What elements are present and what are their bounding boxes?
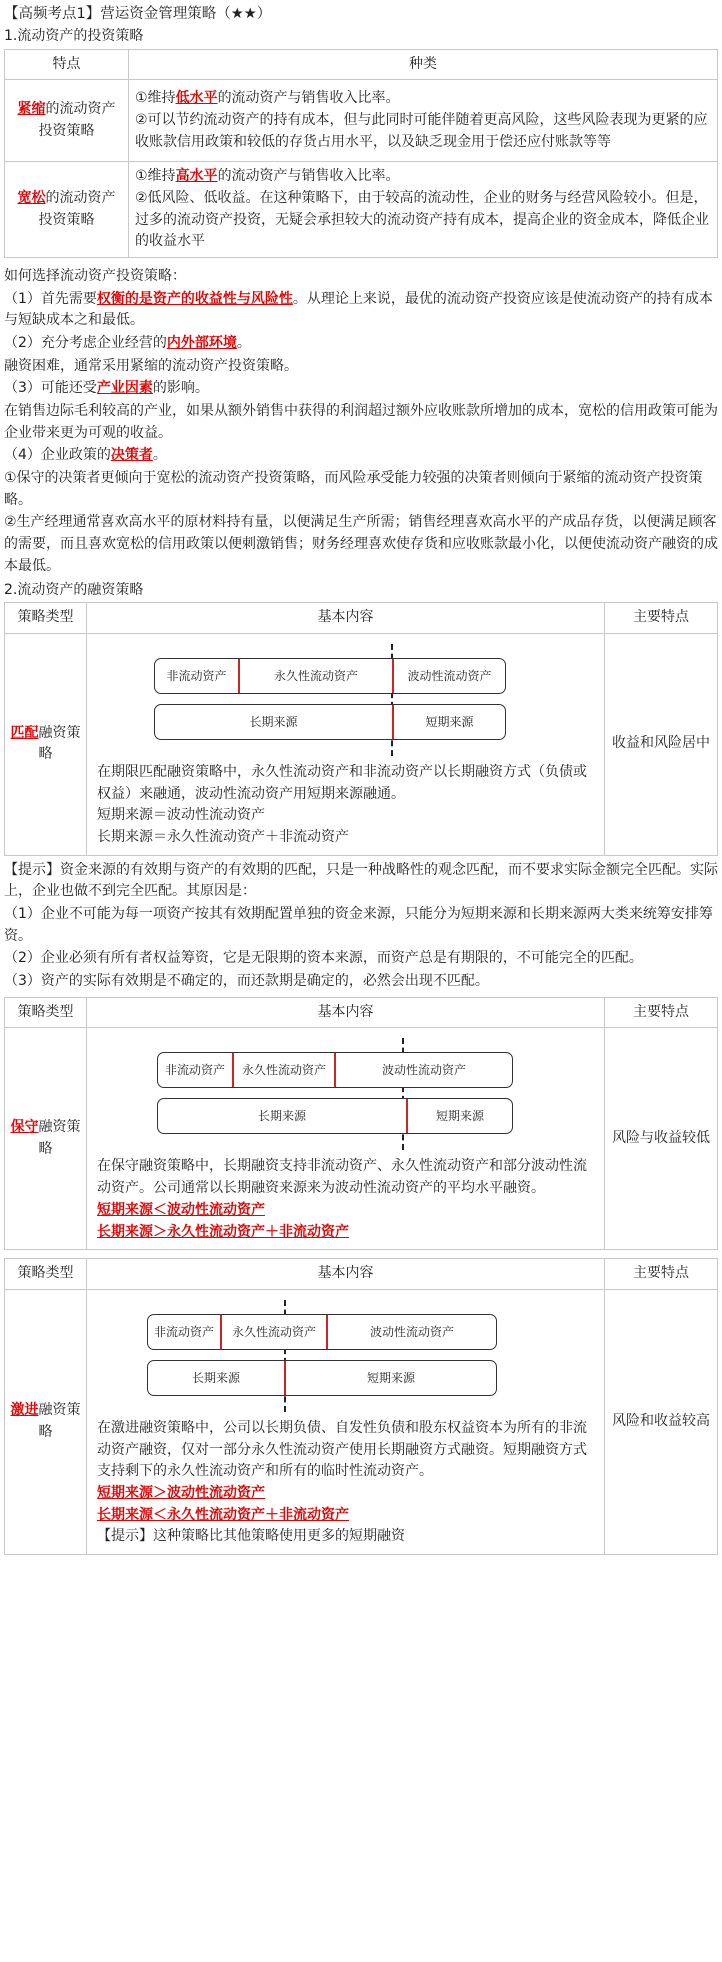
formula-long: 长期来源＝永久性流动资产＋非流动资产	[97, 828, 349, 845]
header-feature: 特点	[5, 50, 129, 80]
tip-item-1: （1）企业不可能为每一项资产按其有效期配置单独的资金来源，只能分为短期来源和长期来源两大类来统筹安排筹资。	[4, 906, 713, 944]
formula-short: 短期来源＜波动性流动资产	[97, 1201, 265, 1218]
header-main-feature: 主要特点	[605, 997, 718, 1028]
feature-cell: 收益和风险居中	[605, 633, 718, 855]
header-main-feature: 主要特点	[605, 603, 718, 634]
seg-permanent: 永久性流动资产	[238, 659, 392, 693]
strategy-content-cell	[129, 162, 718, 258]
strategy-content-cell	[129, 80, 718, 162]
formula-short: 短期来源＞波动性流动资产	[97, 1484, 265, 1501]
seg-long-term: 长期来源	[257, 1109, 306, 1124]
source-bar	[147, 1360, 497, 1396]
match-diagram	[97, 644, 594, 756]
strategy-name-cell: 保守融资策略	[5, 1028, 87, 1250]
seg-short-term: 短期来源	[284, 1361, 496, 1395]
source-bar	[157, 1098, 513, 1134]
choose-item-2-text: 融资困难，通常采用紧缩的流动资产投资策略。	[4, 357, 298, 374]
choose-item-2: （2）充分考虑企业经营的内外部环境。	[4, 334, 251, 351]
formula-long: 长期来源＜永久性流动资产＋非流动资产	[97, 1506, 349, 1523]
strategy-desc: 在激进融资策略中，公司以长期负债、自发性负债和股东权益资本为所有的非流动资产融资，仅对一部分永久性流动资产使用长期融资方式融资。短期融资方式支持剩下的永久性流动资产和所有的临时性流动资产。	[97, 1419, 587, 1480]
seg-noncurrent: 非流动资产	[166, 668, 227, 683]
section2-heading: 2.流动资产的融资策略	[4, 581, 144, 598]
header-basic-content: 基本内容	[87, 997, 605, 1028]
financing-aggressive-table	[4, 1258, 718, 1555]
table-row	[5, 1289, 718, 1554]
seg-noncurrent: 非流动资产	[153, 1324, 214, 1339]
strategy-name-rest: 的流动资产投资策略	[38, 189, 116, 228]
seg-short-term: 短期来源	[392, 705, 505, 739]
text-paragraph: ②低风险、低收益。在这种策略下，由于较高的流动性，企业的财务与经营风险较小。但是，过多的流动资产投资，无疑会承担较大的流动资产持有成本，提高企业的资金成本，降低企业的收益水平	[135, 189, 709, 250]
choose-section	[4, 266, 718, 578]
seg-noncurrent: 非流动资产	[164, 1063, 225, 1078]
choose-item-4: （4）企业政策的决策者。	[4, 447, 167, 464]
table-row	[5, 633, 718, 855]
strategy-desc: 在期限匹配融资策略中，永久性流动资产和非流动资产以长期融资方式（负债或权益）来融通，波动性流动资产用短期来源融通。	[97, 763, 587, 802]
conservative-diagram	[97, 1038, 594, 1150]
text-part: 的流动资产与销售收入比率。	[217, 168, 400, 185]
strategy-note: 【提示】这种策略比其他策略使用更多的短期融资	[97, 1528, 405, 1545]
table-row	[5, 162, 718, 258]
choose-item-4-text2: ②生产经理通常喜欢高水平的原材料持有量，以便满足生产所需；销售经理喜欢高水平的产成品存货，以便满足顾客的需要，而且喜欢宽松的信用政策以便刺激销售；财务经理喜欢使存货和应收账款最小化，以便使流动资产融资的成本最低。	[4, 514, 718, 574]
choose-item-4-text1: ①保守的决策者更倾向于宽松的流动资产投资策略，而风险承受能力较强的决策者则倾向于紧缩的流动资产投资策略。	[4, 470, 703, 508]
page-title: 【高频考点1】营运资金管理策略（★★）	[4, 6, 272, 22]
seg-short-term: 短期来源	[406, 1099, 512, 1133]
seg-permanent: 永久性流动资产	[220, 1315, 326, 1349]
strategy-name-cell: 激进融资策略	[5, 1289, 87, 1554]
text-part: 的流动资产与销售收入比率。	[217, 90, 400, 107]
text-part: ①维持	[135, 90, 176, 107]
strategy-content-cell	[87, 633, 605, 855]
header-type: 种类	[129, 50, 718, 80]
asset-bar	[154, 658, 506, 694]
choose-item-3-text: 在销售边际毛利较高的产业，如果从额外销售中获得的利润超过额外应收账款所增加的成本，宽松的信用政策可能为企业带来更为可观的收益。	[4, 403, 718, 441]
tip-section	[4, 860, 718, 993]
header-strategy-type: 策略类型	[5, 603, 87, 634]
text-highlight: 高水平	[175, 168, 218, 185]
tip-item-3: （3）资产的实际有效期是不确定的，而还款期是确定的，必然会出现不匹配。	[4, 973, 489, 990]
financing-match-table	[4, 602, 718, 855]
choose-item-1: （1）首先需要权衡的是资产的收益性与风险性。从理论上来说，最优的流动资产投资应该是使流动资产的持有成本与短缺成本之和最低。	[4, 290, 713, 329]
table-row	[5, 1028, 718, 1250]
strategy-name-cell	[5, 162, 129, 258]
feature-cell: 风险和收益较高	[605, 1289, 718, 1554]
text-paragraph: ②可以节约流动资产的持有成本，但与此同时可能伴随着更高风险，这些风险表现为更紧的应收账款信用政策和较低的存货占用水平，以及缺乏现金用于偿还应付账款等等	[135, 111, 708, 150]
seg-fluctuating: 波动性流动资产	[326, 1315, 496, 1349]
table-header-row	[5, 997, 718, 1028]
header-strategy-type: 策略类型	[5, 997, 87, 1028]
seg-permanent: 永久性流动资产	[232, 1053, 334, 1087]
header-basic-content: 基本内容	[87, 603, 605, 634]
strategy-content-cell	[87, 1289, 605, 1554]
seg-fluctuating: 波动性流动资产	[392, 659, 505, 693]
strategy-name-highlight: 紧缩	[17, 100, 46, 117]
table-header-row	[5, 1259, 718, 1290]
formula-short: 短期来源＝波动性流动资产	[97, 807, 265, 824]
seg-long-term: 长期来源	[191, 1370, 240, 1385]
text-highlight: 低水平	[175, 90, 218, 107]
text-part: ①维持	[135, 168, 176, 185]
strategy-name-cell: 匹配融资策略	[5, 633, 87, 855]
table-header-row	[5, 603, 718, 634]
formula-long: 长期来源＞永久性流动资产＋非流动资产	[97, 1223, 349, 1240]
strategy-content-cell	[87, 1028, 605, 1250]
seg-fluctuating: 波动性流动资产	[334, 1053, 512, 1087]
seg-long-term: 长期来源	[249, 714, 298, 729]
strategy-name-highlight: 宽松	[17, 189, 46, 206]
tip-text: 【提示】资金来源的有效期与资产的有效期的匹配，只是一种战略性的观念匹配，而不要求实际金额完全匹配。实际上，企业也做不到完全匹配。其原因是：	[4, 861, 718, 900]
section1-heading: 1.流动资产的投资策略	[4, 28, 144, 45]
header-main-feature: 主要特点	[605, 1259, 718, 1290]
choose-heading: 如何选择流动资产投资策略：	[4, 267, 186, 284]
asset-bar	[147, 1314, 497, 1350]
table-header-row	[5, 50, 718, 80]
financing-conservative-table	[4, 997, 718, 1250]
header-strategy-type: 策略类型	[5, 1259, 87, 1290]
strategy-desc: 在保守融资策略中，长期融资支持非流动资产、永久性流动资产和部分波动性流动资产。公司通常以长期融资来源来为波动性流动资产的平均水平融资。	[97, 1158, 587, 1197]
strategy-name-cell	[5, 80, 129, 162]
aggressive-diagram	[97, 1300, 594, 1412]
source-bar	[154, 704, 506, 740]
header-basic-content: 基本内容	[87, 1259, 605, 1290]
asset-bar	[157, 1052, 513, 1088]
tip-item-2: （2）企业必须有所有者权益筹资，它是无限期的资本来源，而资产总是有期限的，不可能完全的匹配。	[4, 950, 643, 967]
strategy-name-rest: 的流动资产投资策略	[38, 100, 116, 139]
feature-cell: 风险与收益较低	[605, 1028, 718, 1250]
investment-strategy-table	[4, 49, 718, 258]
table-row	[5, 80, 718, 162]
choose-item-3: （3）可能还受产业因素的影响。	[4, 380, 209, 397]
